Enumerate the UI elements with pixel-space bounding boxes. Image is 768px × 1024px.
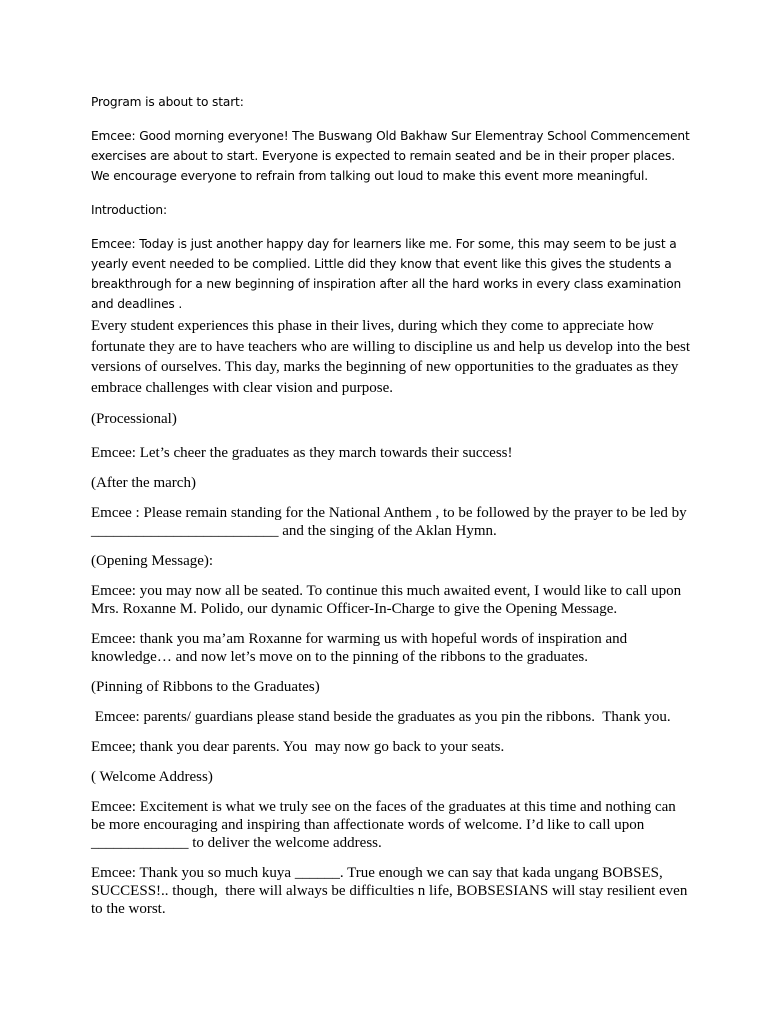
parents-stand-paragraph: Emcee: parents/ guardians please stand beside the graduates as you pin the ribbons. Thank you. (91, 709, 671, 725)
welcome-address-heading: ( Welcome Address) (91, 769, 213, 785)
pinning-ribbons-heading: (Pinning of Ribbons to the Graduates) (91, 679, 320, 695)
welcome-address-paragraph: Emcee: Excitement is what we truly see on the faces of the graduates at this time and nothing can be more encouraging and inspiring than affectionate words of welcome. I’d like to call upon _____________ to deliver the welcome address. (91, 799, 680, 851)
introduction-heading: Introduction: (91, 203, 167, 217)
opening-emcee-paragraph: Emcee: Good morning everyone! The Buswang Old Bakhaw Sur Elementray School Commencement exercises are about to start. Everyone is expected to remain seated and be in their proper places. We encourage everyone to refrain from talking out loud to make this event more meaningful. (91, 129, 694, 183)
thank-parents-paragraph: Emcee; thank you dear parents. You may now go back to your seats. (91, 739, 505, 755)
document-page (91, 92, 694, 918)
processional-heading: (Processional) (91, 411, 177, 427)
after-march-heading: (After the march) (91, 475, 196, 491)
introduction-paragraph: Emcee: Today is just another happy day for learners like me. For some, this may seem to be just a yearly event needed to be complied. Little did they know that event like this gives the students a breakthrough for a new beginning of inspiration after all the hard works in every class examination and deadlines . (91, 237, 685, 311)
opening-message-paragraph: Emcee: you may now all be seated. To continue this much awaited event, I would like to call upon Mrs. Roxanne M. Polido, our dynamic Officer-In-Charge to give the Opening Message. (91, 583, 685, 617)
student-experience-paragraph: Every student experiences this phase in their lives, during which they come to appreciate how fortunate they are to have teachers who are willing to discipline us and help us develop into the best versions of ourselves. This day, marks the beginning of new opportunities to the graduates as they embrace challenges with clear vision and purpose. (91, 318, 694, 396)
opening-message-heading: (Opening Message): (91, 553, 214, 569)
closing-thanks-paragraph: Emcee: Thank you so much kuya ______. True enough we can say that kada ungang BOBSES, SUCCESS!.. though, there will always be difficulties n life, BOBSESIANS will stay resilient even to the worst. (91, 865, 692, 917)
national-anthem-paragraph: Emcee : Please remain standing for the National Anthem , to be followed by the prayer to be led by _________________________ and the singing of the Aklan Hymn. (91, 505, 691, 539)
program-start-heading: Program is about to start: (91, 95, 244, 109)
cheer-graduates-paragraph: Emcee: Let’s cheer the graduates as they march towards their success! (91, 445, 513, 461)
thank-you-roxanne-paragraph: Emcee: thank you ma’am Roxanne for warming us with hopeful words of inspiration and knowledge… and now let’s move on to the pinning of the ribbons to the graduates. (91, 631, 631, 665)
